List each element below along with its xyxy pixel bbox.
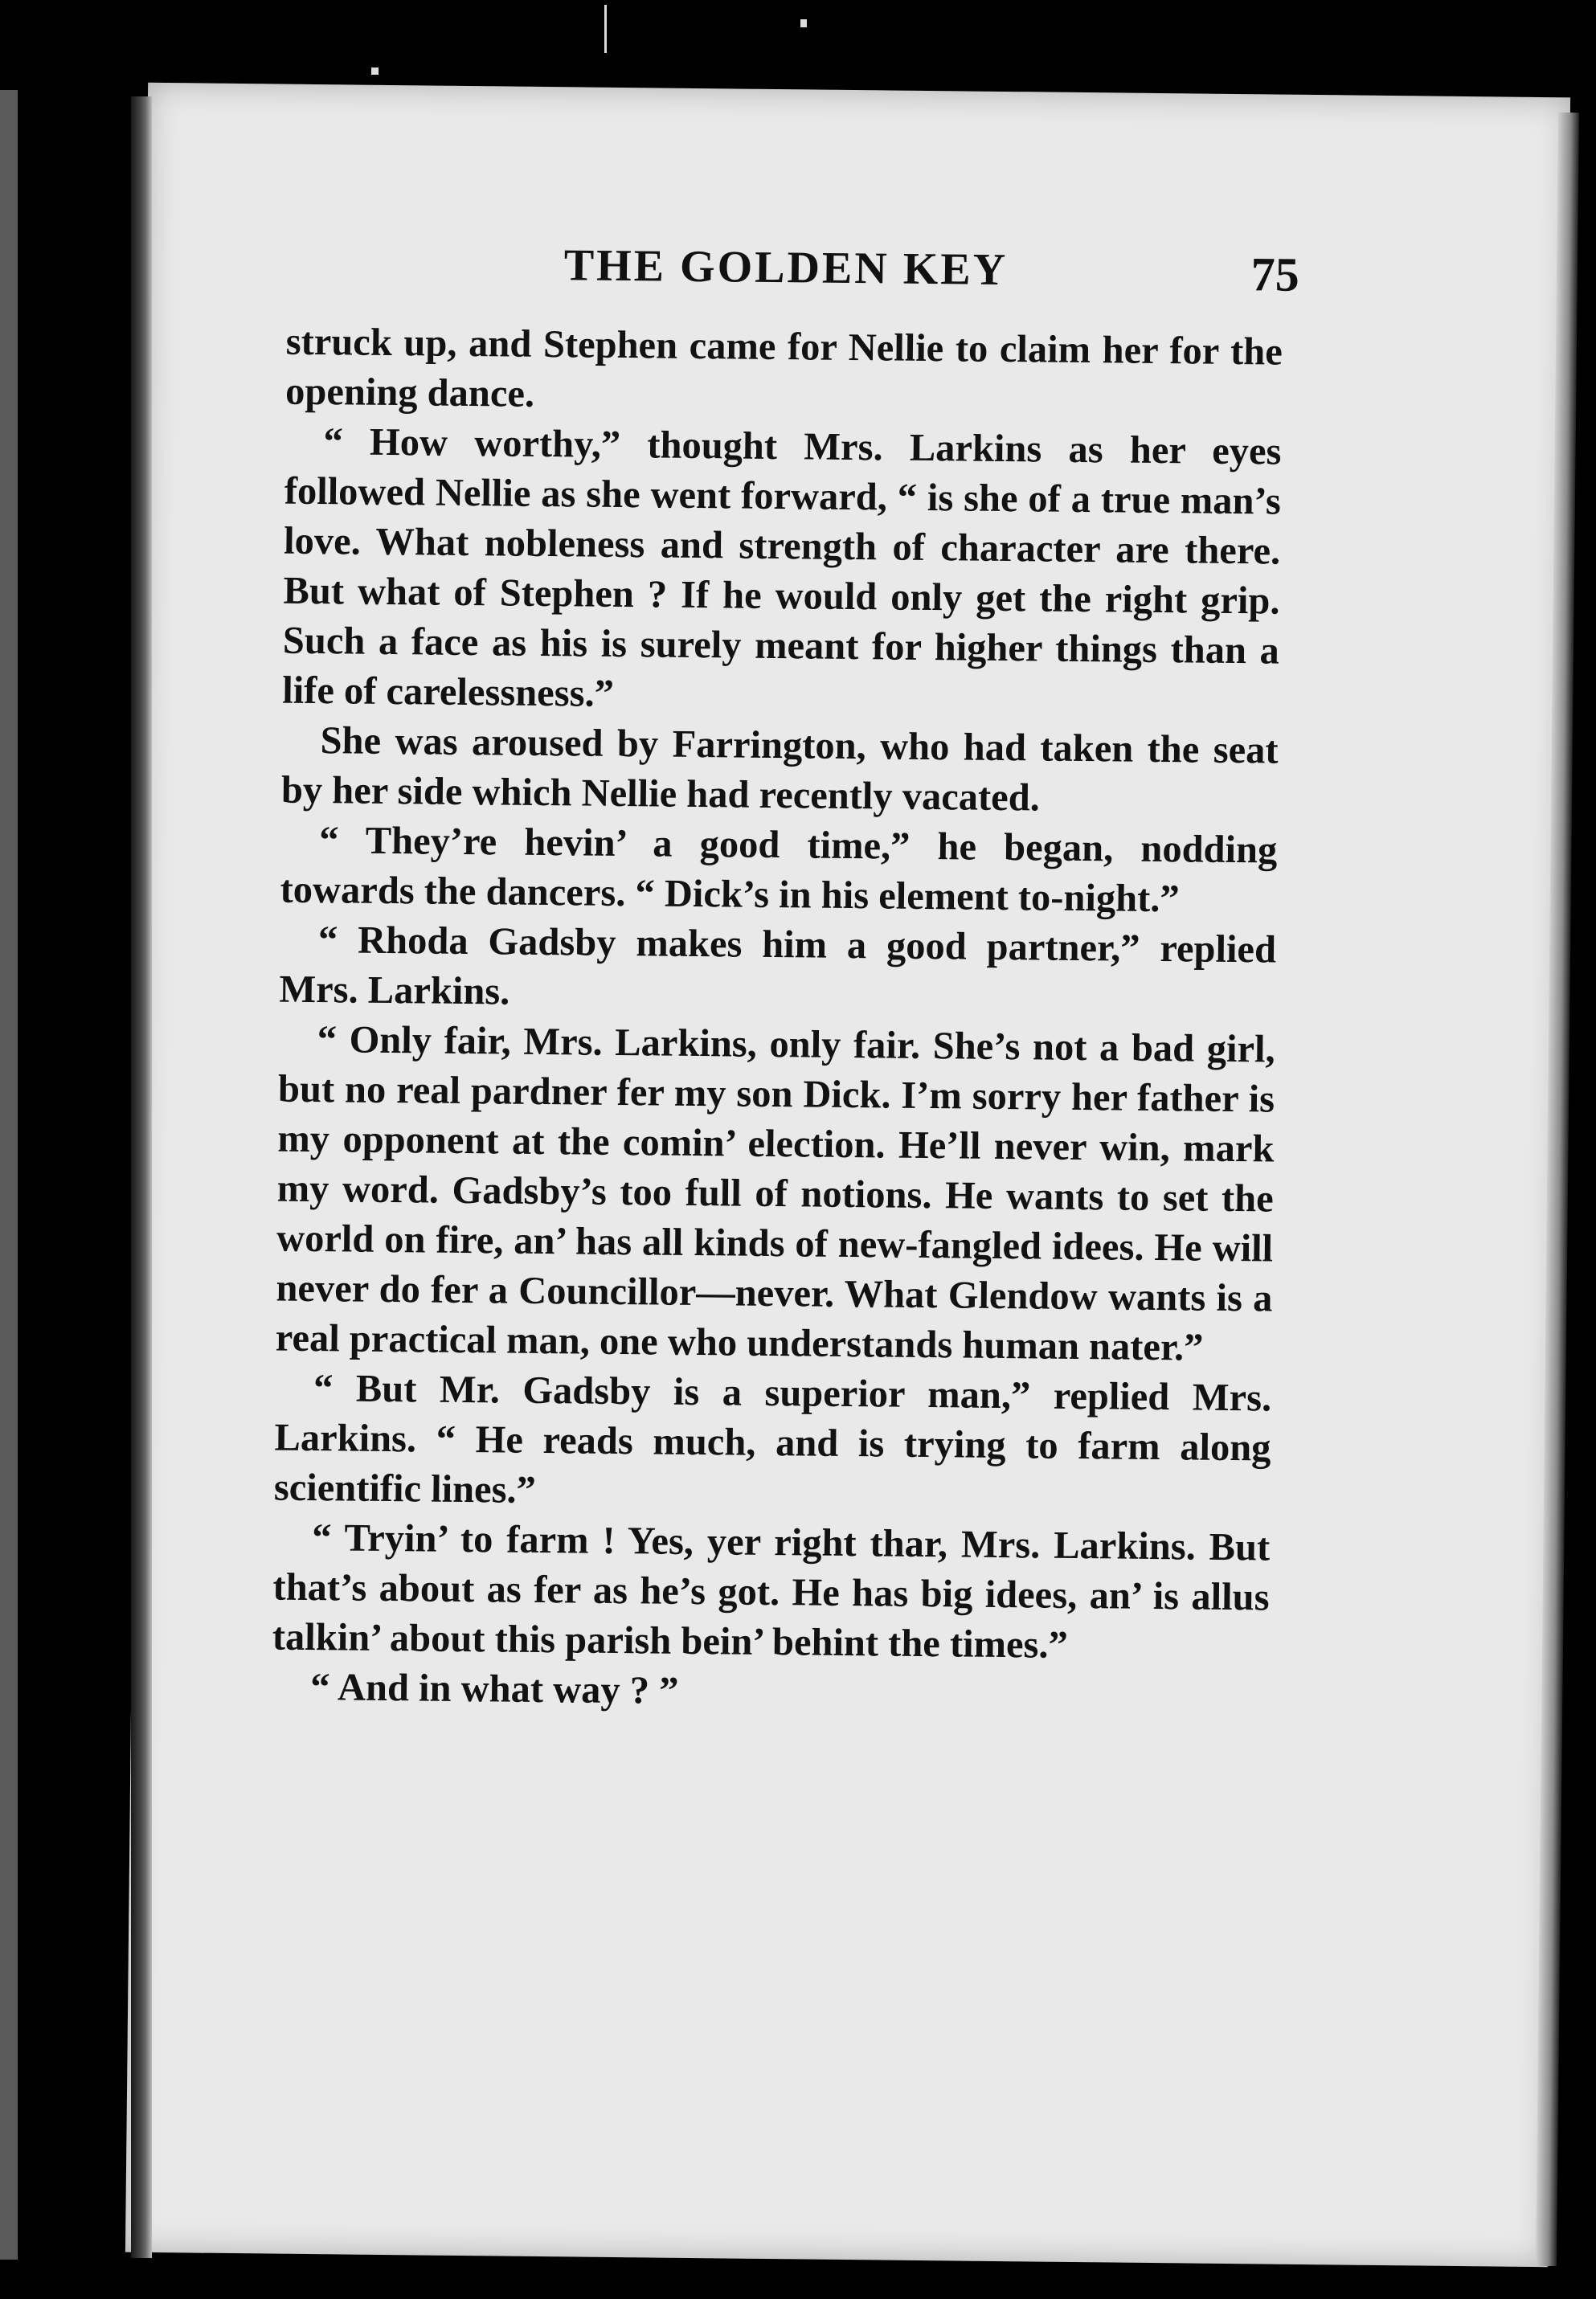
paragraph: struck up, and Stephen came for Nellie to claim her for the opening dance. [284, 320, 1283, 415]
paragraph: She was aroused by Farrington, who had taken the seat by her side which Nellie had recently vacated. [280, 719, 1279, 820]
running-header [145, 235, 1569, 323]
paragraph: “ How worthy,” thought Mrs. Larkins as her eyes followed Nellie as she went forward, “ is she of a true man’s love. What nobleness and strength of character are there. But what of Stephen ? If he would only get the right grip. Such a face as his is surely meant for higher things than a life of carelessness.” [281, 420, 1282, 715]
running-title: THE GOLDEN KEY [563, 240, 1009, 296]
scan-speck [371, 67, 379, 75]
paragraph: “ And in what way ? ” [310, 1666, 679, 1712]
scan-speck [604, 5, 607, 53]
binding-gutter [131, 96, 152, 2258]
paragraph: “ Only fair, Mrs. Larkins, only fair. She’s not a bad girl, but no real pardner fer my son Dick. I’m sorry her father is my opponent at the comin’ election. He’ll never win, mark my word. Gadsby’s too full of notions. He wants to set the world on fire, an’ has all kinds of new-fangled idees. He will never do fer a Councillor—never. What Glendow wants is a real practical man, one who understands human nater.” [275, 1018, 1275, 1369]
scan-speck [800, 19, 807, 27]
paragraph: “ They’re hevin’ a good time,” he began, nodding towards the dancers. “ Dick’s in his element to-night.” [280, 819, 1278, 921]
paragraph: “ Rhoda Gadsby makes him a good partner,” replied Mrs. Larkins. [279, 918, 1277, 1013]
book-page [125, 83, 1570, 2267]
paragraph: “ Tryin’ to farm ! Yes, yer right thar, Mrs. Larkins. But that’s about as fer as he’s got. He has big idees, an’ is allus talkin’ about this parish bein’ behint the times.” [272, 1516, 1271, 1667]
left-page-edge [0, 90, 18, 2260]
page-number: 75 [1250, 247, 1300, 301]
paragraph: “ But Mr. Gadsby is a superior man,” replied Mrs. Larkins. “ He reads much, and is trying to farm along scientific lines.” [273, 1367, 1272, 1512]
body-text [272, 317, 1283, 1723]
